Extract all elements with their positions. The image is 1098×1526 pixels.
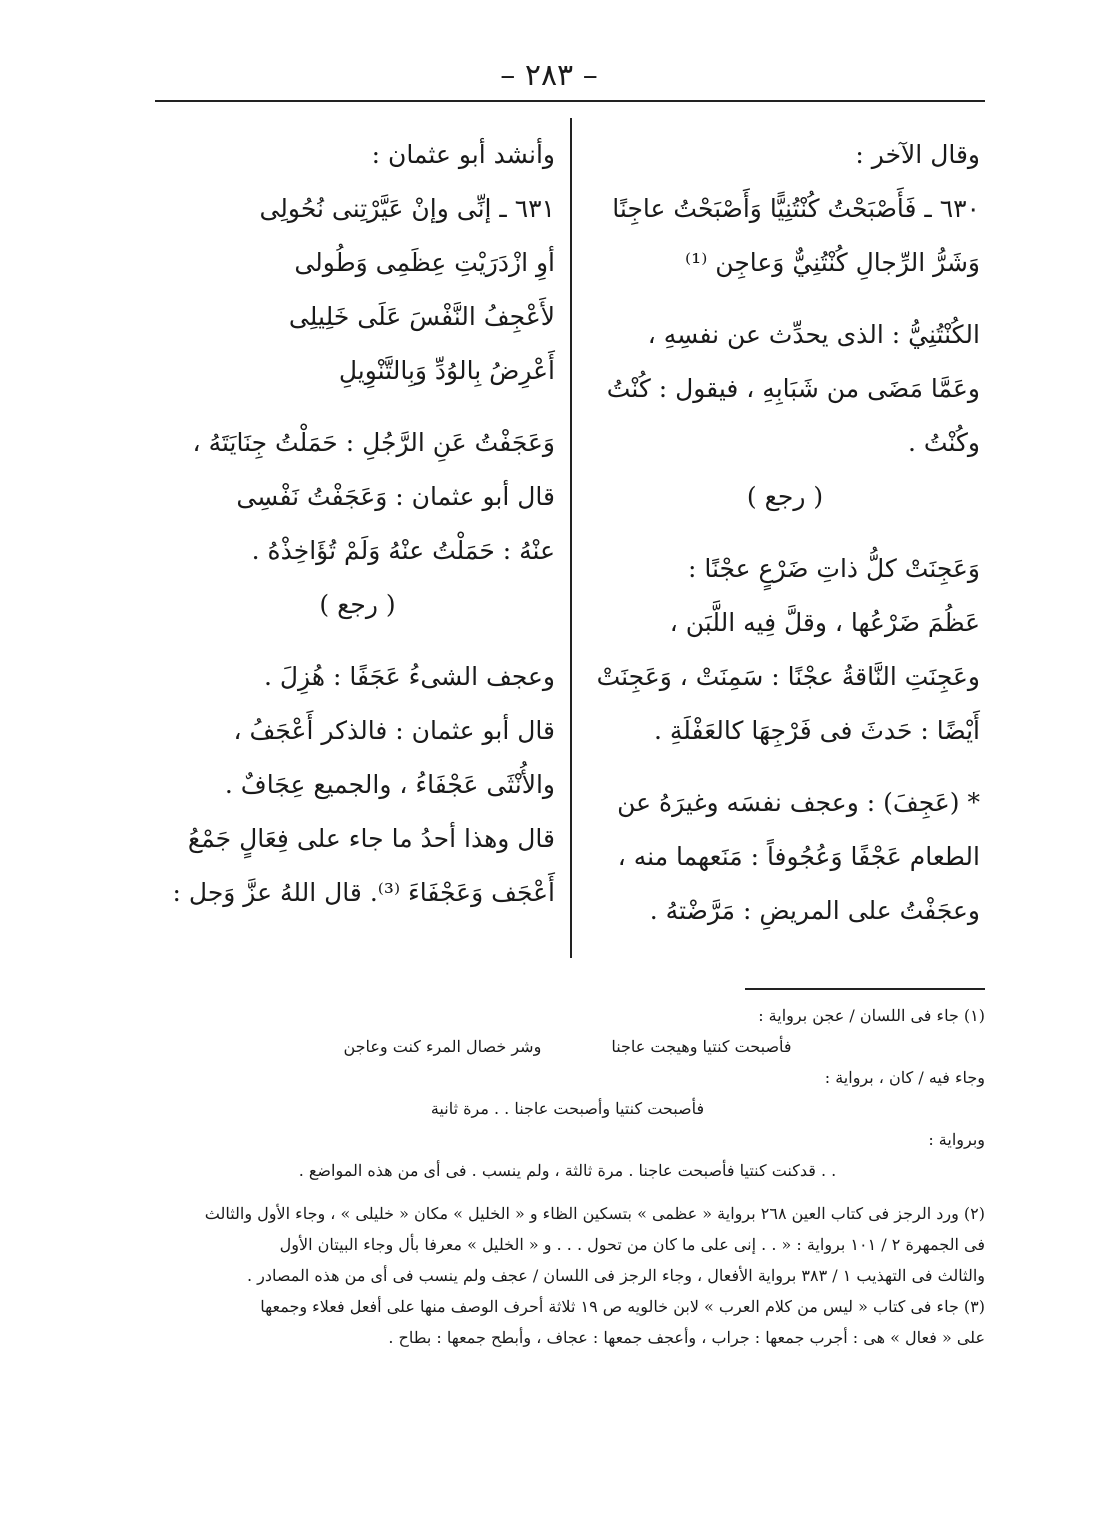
footnotes xyxy=(150,1000,985,1353)
verse-hemistich: فأصبحت كنتيا وهيجت عاجنا xyxy=(611,1037,792,1056)
right-column xyxy=(590,128,980,938)
text-line: وعَمَّا مَضَى من شَبَابِهِ ، فيقول : كُنْتُ xyxy=(606,374,980,403)
verse-line: ٦٣١ ـ إنِّى وإنْ عَيَّرْتِنى نُحُولِى xyxy=(259,194,555,223)
text-line: وكُنْتُ . xyxy=(908,428,980,457)
text-line: عَظُمَ ضَرْعُها ، وقلَّ فِيه اللَّبَن ، xyxy=(669,608,980,637)
verse-line: ٦٣٠ ـ فَأَصْبَحْتُ كُنْتُنِيًّا وَأَصْبَحْتُ عاجِنًا xyxy=(612,194,980,223)
left-column xyxy=(160,128,555,920)
text-line: والأُنْثَى عَجْفَاءُ ، والجميع عِجَافٌ . xyxy=(224,770,555,799)
text-line: أَيْضًا : حَدثَ فى فَرْجِهَا كالعَفْلَةِ . xyxy=(653,716,980,745)
verse-hemistich: وشر خصال المرء كنت وعاجن xyxy=(343,1037,542,1056)
footnote-1-verse-3: . . قدكنت كنتيا فأصبحت عاجنا . مرة ثالثة ، ولم ينسب . فى أى من هذه المواضع . xyxy=(298,1161,837,1180)
text-line: عنْهُ : حَمَلْتُ عنْهُ وَلَمْ تُؤَاخِذْهُ . xyxy=(251,536,555,565)
footnote-2-line: والثالث فى التهذيب ١ / ٣٨٣ برواية الأفعال ، وجاء الرجز فى اللسان / عجف ولم ينسب فى أى من هذه المصادر . xyxy=(246,1266,985,1285)
header-rule xyxy=(155,100,985,102)
text-line: وَعَجَفْتُ عَنِ الرَّجُلِ : حَمَلْتُ جِنَايَتَهُ ، xyxy=(192,428,555,457)
text-line: وقال الآخر : xyxy=(855,140,980,169)
footnote-1-verse xyxy=(150,1031,985,1062)
entry-heading-line: * (عَجِفَ) : وعجف نفسَه وغيرَهُ عن xyxy=(617,788,980,817)
footnote-1-intro: (١) جاء فى اللسان / عجن برواية : xyxy=(758,1006,985,1025)
text-line: وعَجِنَتِ النَّاقةُ عجْنًا : سَمِنَتْ ، وَعَجِنَتْ xyxy=(596,662,980,691)
verse-line: وَشَرُّ الرِّجالِ كُنْتُنِيٌّ وَعاجِن ⁽¹⁾ xyxy=(685,248,980,277)
footnote-1-intro-2: وجاء فيه / كان ، برواية : xyxy=(824,1068,985,1087)
footnote-1-verse-2: فأصبحت كنتيا وأصبحت عاجنا . . مرة ثانية xyxy=(430,1099,705,1118)
text-line: الطعام عَجْفًا وَعُجُوفاً : مَنَعهما منه ، xyxy=(617,842,980,871)
text-line: وعجَفْتُ على المريضِ : مَرَّضْتهُ . xyxy=(649,896,980,925)
footnote-1-intro-3: وبرواية : xyxy=(928,1130,985,1149)
text-line: وأنشد أبو عثمان : xyxy=(371,140,555,169)
column-divider xyxy=(570,118,572,958)
footnote-2-line: فى الجمهرة ٢ / ١٠١ برواية : « . . إنى على ما كان من تحول . . . و « الخليل » معرفا بأل وجاء البيتان الأول xyxy=(279,1235,985,1254)
text-line: أَعْجَف وَعَجْفَاءَ ⁽³⁾. قال اللهُ عزَّ وَجل : xyxy=(172,878,555,907)
text-line: قال أبو عثمان : فالذكر أَعْجَفُ ، xyxy=(233,716,555,745)
text-line: وَعَجِنَتْ كلُّ ذاتِ ضَرْعٍ عجْنًا : xyxy=(688,554,980,583)
verse-line: لأَعْجِفُ النَّفْسَ عَلَى خَلِيلِى xyxy=(288,302,555,331)
footnote-rule xyxy=(745,988,985,990)
text-line: وعجف الشىءُ عَجَفًا : هُزِلَ . xyxy=(263,662,555,691)
verse-line: أَعْرِضُ بِالوُدِّ وَبِالتَّنْوِيلِ xyxy=(338,356,555,385)
text-line: قال وهذا أحدُ ما جاء على فِعَالٍ جَمْعُ xyxy=(187,824,555,853)
text-line: الكُنْتُنِيُّ : الذى يحدِّث عن نفسِهِ ، xyxy=(647,320,980,349)
footnote-3-line: على « فعال » هى : أجرب جمعها : جراب ، وأعجف جمعها : عجاف ، وأبطح جمعها : بطاح . xyxy=(388,1328,985,1347)
verse-line: أوِ ازْدَرَيْتِ عِظَمِى وَطُولى xyxy=(294,248,555,277)
footnote-3-line: (٣) جاء فى كتاب « ليس من كلام العرب » لابن خالويه ص ١٩ ثلاثة أحرف الوصف منها على أفعل فعلاء وجمعها xyxy=(260,1297,985,1316)
section-marker: ( رجع ) xyxy=(319,590,396,619)
text-line: قال أبو عثمان : وَعَجَفْتُ نَفْسِى xyxy=(236,482,555,511)
section-marker: ( رجع ) xyxy=(746,482,824,511)
footnote-2-line: (٢) ورد الرجز فى كتاب العين ٢٦٨ برواية « عظمى » بتسكين الظاء و « الخليل » مكان « خليلى » ، وجاء الأول والثالث xyxy=(204,1204,985,1223)
page-number: – ٢٨٣ – xyxy=(500,58,598,93)
